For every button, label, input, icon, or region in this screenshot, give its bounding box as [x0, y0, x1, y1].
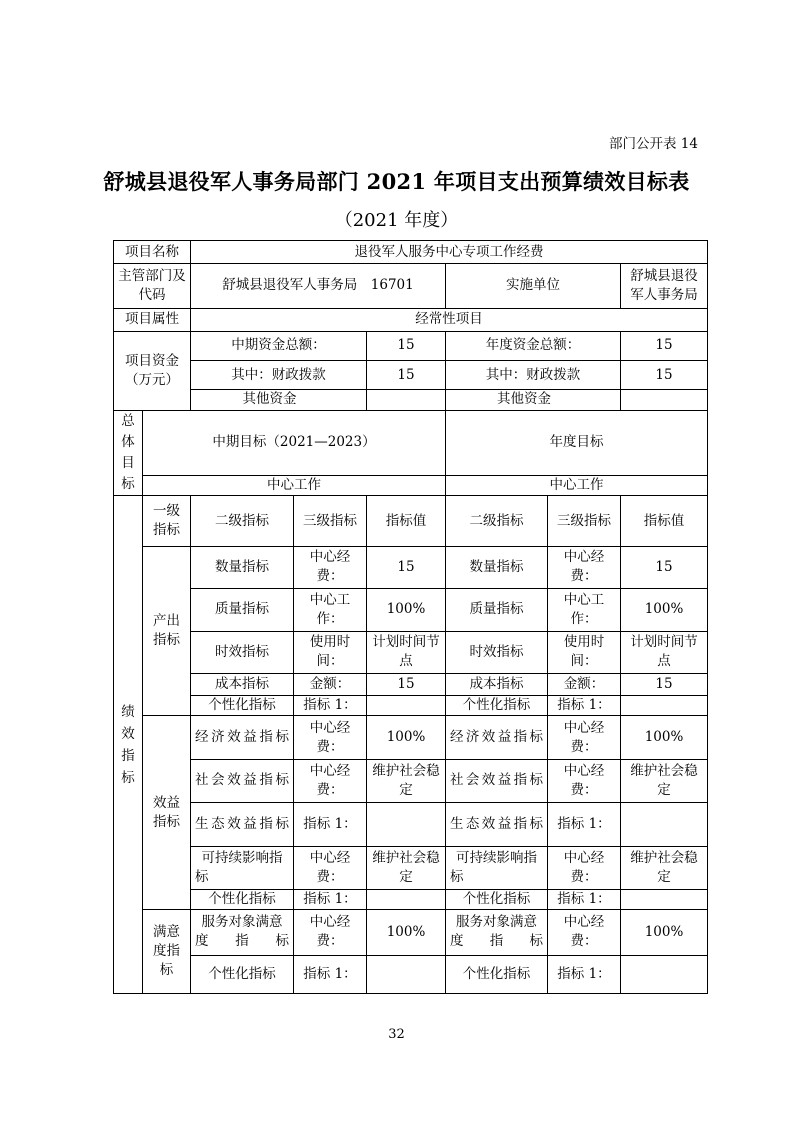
- table-row: [114, 475, 708, 496]
- level2-cell-year: 生态效益指标: [446, 803, 548, 846]
- value-cell-year: [621, 696, 708, 716]
- group-label: 效益指标: [143, 716, 191, 910]
- mid-other-value: [367, 390, 446, 410]
- attr-value: 经常性项目: [191, 308, 708, 331]
- level2-cell: 个性化指标: [191, 696, 294, 716]
- level3-cell: 金额：: [294, 673, 367, 695]
- header-level2: 二级指标: [191, 496, 294, 546]
- mid-total-value: 15: [367, 331, 446, 360]
- year-other-label: 其他资金: [446, 390, 621, 410]
- level3-cell: 指标 1：: [294, 955, 367, 993]
- performance-table: [113, 240, 708, 994]
- value-cell: 100%: [367, 589, 446, 631]
- level3-cell-year: 指标 1：: [548, 803, 621, 846]
- level3-cell: 指标 1：: [294, 696, 367, 716]
- table-row: [114, 390, 708, 410]
- level3-cell: 使用时间：: [294, 631, 367, 673]
- level2-cell-year: 个性化指标: [446, 696, 548, 716]
- year-subtitle: （2021 年度）: [334, 210, 459, 231]
- year-other-value: [621, 390, 708, 410]
- table-row: [114, 241, 708, 264]
- value-cell: [367, 696, 446, 716]
- value-cell-year: 100%: [621, 910, 708, 955]
- table-row: [114, 803, 708, 846]
- level3-cell-year: 指标 1：: [548, 889, 621, 909]
- value-cell: 维护社会稳定: [367, 846, 446, 889]
- level2-cell-year: 个性化指标: [446, 889, 548, 909]
- value-cell-year: [621, 955, 708, 993]
- level2-cell-year: 数量指标: [446, 546, 548, 588]
- level2-cell: 个性化指标: [191, 889, 294, 909]
- year-goal: 中心工作: [446, 475, 708, 496]
- level3-cell-year: 中心经费：: [548, 716, 621, 759]
- level3-cell-year: 指标 1：: [548, 955, 621, 993]
- level2-cell-year: 质量指标: [446, 589, 548, 631]
- value-cell: 15: [367, 546, 446, 588]
- level2-cell-year: 成本指标: [446, 673, 548, 695]
- mid-total-label: 中期资金总额：: [191, 331, 367, 360]
- table-number: 部门公开表 14: [609, 136, 698, 152]
- header-value: 指标值: [367, 496, 446, 546]
- table-row: [114, 759, 708, 802]
- level3-cell: 中心经费：: [294, 846, 367, 889]
- level3-cell-year: 中心经费：: [548, 846, 621, 889]
- level3-cell-year: 中心经费：: [548, 910, 621, 955]
- value-cell-year: 计划时间节点: [621, 631, 708, 673]
- value-cell-year: [621, 889, 708, 909]
- level2-cell-year: 服务对象满意度指标: [446, 910, 548, 955]
- header-value-year: 指标值: [621, 496, 708, 546]
- year-fiscal-value: 15: [621, 361, 708, 390]
- level2-cell-year: 可持续影响指标: [446, 846, 548, 889]
- impl-value: 舒城县退役军人事务局: [621, 264, 708, 308]
- value-cell: 100%: [367, 716, 446, 759]
- project-name-label: 项目名称: [114, 241, 191, 264]
- attr-label: 项目属性: [114, 308, 191, 331]
- level3-cell: 指标 1：: [294, 803, 367, 846]
- value-cell-year: 100%: [621, 716, 708, 759]
- year-total-value: 15: [621, 331, 708, 360]
- level3-cell: 中心经费：: [294, 910, 367, 955]
- level2-cell-year: 社会效益指标: [446, 759, 548, 802]
- mid-goal-header: 中期目标（2021—2023）: [143, 410, 446, 475]
- value-cell: 15: [367, 673, 446, 695]
- value-cell-year: 维护社会稳定: [621, 759, 708, 802]
- value-cell: [367, 803, 446, 846]
- level2-cell: 服务对象满意度指标: [191, 910, 294, 955]
- value-cell: [367, 889, 446, 909]
- mid-fiscal-value: 15: [367, 361, 446, 390]
- table-row: [114, 631, 708, 673]
- level2-cell: 社会效益指标: [191, 759, 294, 802]
- level2-cell: 生态效益指标: [191, 803, 294, 846]
- mid-goal: 中心工作: [143, 475, 446, 496]
- level3-cell: 指标 1：: [294, 889, 367, 909]
- table-row: [114, 955, 708, 993]
- level2-cell: 可持续影响指标: [191, 846, 294, 889]
- table-row: [114, 846, 708, 889]
- table-row: [114, 673, 708, 695]
- level3-cell-year: 中心经费：: [548, 546, 621, 588]
- header-level1: 一级指标: [143, 496, 191, 546]
- year-fiscal-label: 其中：财政拨款: [446, 361, 621, 390]
- table-row: [114, 331, 708, 360]
- header-level3: 三级指标: [294, 496, 367, 546]
- impl-label: 实施单位: [446, 264, 621, 308]
- level3-cell: 中心经费：: [294, 716, 367, 759]
- value-cell: [367, 955, 446, 993]
- table-row: [114, 589, 708, 631]
- year-goal-header: 年度目标: [446, 410, 708, 475]
- table-row: [114, 496, 708, 546]
- value-cell-year: 维护社会稳定: [621, 846, 708, 889]
- table-row: [114, 410, 708, 475]
- dept-value: 舒城县退役军人事务局 16701: [191, 264, 446, 308]
- level2-cell-year: 个性化指标: [446, 955, 548, 993]
- value-cell-year: 100%: [621, 589, 708, 631]
- page-title: 舒城县退役军人事务局部门 2021 年项目支出预算绩效目标表: [103, 169, 690, 194]
- level3-cell-year: 指标 1：: [548, 696, 621, 716]
- header-level3-year: 三级指标: [548, 496, 621, 546]
- table-row: [114, 910, 708, 955]
- value-cell: 维护社会稳定: [367, 759, 446, 802]
- project-name: 退役军人服务中心专项工作经费: [191, 241, 708, 264]
- table-row: [114, 889, 708, 909]
- level3-cell-year: 中心经费：: [548, 759, 621, 802]
- mid-fiscal-label: 其中：财政拨款: [191, 361, 367, 390]
- level2-cell: 数量指标: [191, 546, 294, 588]
- table-row: [114, 308, 708, 331]
- value-cell: 计划时间节点: [367, 631, 446, 673]
- level2-cell: 时效指标: [191, 631, 294, 673]
- table-row: [114, 696, 708, 716]
- header-level2-year: 二级指标: [446, 496, 548, 546]
- year-total-label: 年度资金总额：: [446, 331, 621, 360]
- level2-cell-year: 经济效益指标: [446, 716, 548, 759]
- level3-cell: 中心经费：: [294, 546, 367, 588]
- table-row: [114, 361, 708, 390]
- perf-label: 绩效指标: [114, 496, 143, 994]
- page-number: 32: [388, 1027, 405, 1042]
- level3-cell: 中心工作：: [294, 589, 367, 631]
- mid-other-label: 其他资金: [191, 390, 367, 410]
- value-cell: 100%: [367, 910, 446, 955]
- level2-cell: 质量指标: [191, 589, 294, 631]
- funds-label: 项目资金（万元）: [114, 331, 191, 410]
- value-cell-year: 15: [621, 673, 708, 695]
- value-cell-year: 15: [621, 546, 708, 588]
- level2-cell: 个性化指标: [191, 955, 294, 993]
- level3-cell-year: 使用时间：: [548, 631, 621, 673]
- group-label: 满意度指标: [143, 910, 191, 994]
- table-row: [114, 264, 708, 308]
- level3-cell-year: 金额：: [548, 673, 621, 695]
- dept-label: 主管部门及代码: [114, 264, 191, 308]
- table-row: [114, 546, 708, 588]
- table-row: [114, 716, 708, 759]
- level2-cell-year: 时效指标: [446, 631, 548, 673]
- group-label: 产出指标: [143, 546, 191, 716]
- goals-label: 总体目标: [114, 410, 143, 496]
- level2-cell: 成本指标: [191, 673, 294, 695]
- level3-cell: 中心经费：: [294, 759, 367, 802]
- level2-cell: 经济效益指标: [191, 716, 294, 759]
- value-cell-year: [621, 803, 708, 846]
- level3-cell-year: 中心工作：: [548, 589, 621, 631]
